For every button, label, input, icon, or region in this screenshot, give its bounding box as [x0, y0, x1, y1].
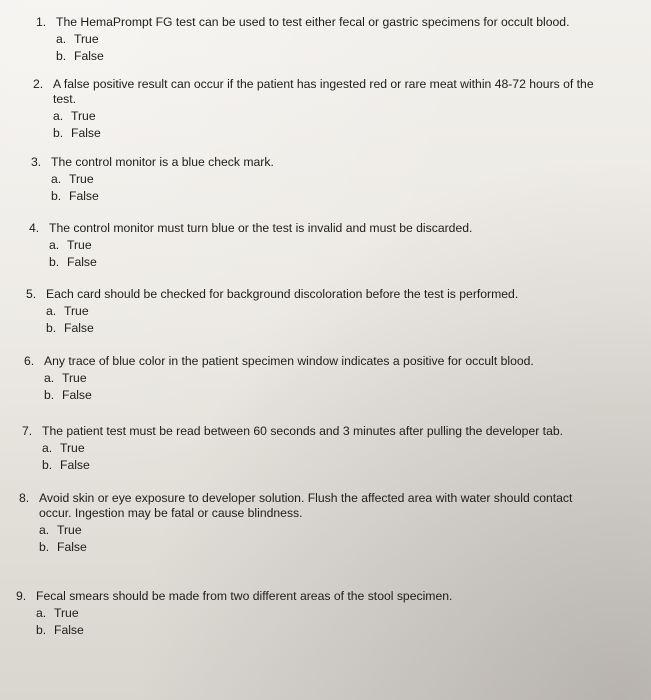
- option-letter: b.: [53, 125, 64, 140]
- question-4: [29, 221, 629, 270]
- question-text: Fecal smears should be made from two different areas of the stool specimen.: [36, 589, 453, 603]
- option-b: [22, 457, 622, 474]
- question-number: 8.: [19, 491, 30, 505]
- option-b: [19, 539, 619, 556]
- question-5: [26, 287, 626, 336]
- question-number: 1.: [36, 15, 47, 29]
- option-b: [29, 254, 629, 271]
- question-number: 9.: [16, 589, 27, 603]
- option-a: [36, 31, 636, 48]
- question-text: The control monitor must turn blue or the test is invalid and must be discarded.: [49, 221, 473, 235]
- option-a: [29, 237, 629, 254]
- option-a: [16, 605, 616, 622]
- question-number: 2.: [33, 77, 44, 91]
- answer-options: [22, 440, 622, 473]
- option-text: True: [71, 109, 96, 123]
- question-text: The HemaPrompt FG test can be used to test either fecal or gastric specimens for occult blood.: [56, 15, 570, 29]
- option-a: [26, 303, 626, 320]
- option-letter: b.: [42, 457, 53, 472]
- option-text: False: [71, 125, 101, 140]
- option-letter: a.: [42, 441, 53, 455]
- option-b: [26, 320, 626, 337]
- option-text: False: [69, 188, 99, 203]
- question-3: [31, 155, 631, 204]
- option-text: True: [67, 238, 92, 252]
- option-letter: a.: [46, 304, 57, 318]
- option-text: False: [67, 254, 97, 269]
- question-text: The control monitor is a blue check mark.: [51, 155, 274, 169]
- option-b: [24, 387, 624, 404]
- answer-options: [29, 237, 629, 270]
- option-a: [24, 370, 624, 387]
- answer-options: [36, 31, 636, 64]
- option-text: False: [62, 387, 92, 402]
- option-letter: a.: [39, 523, 50, 537]
- question-number: 7.: [22, 424, 33, 438]
- question-7: [22, 424, 622, 473]
- answer-options: [24, 370, 624, 403]
- answer-options: [33, 108, 633, 141]
- option-text: False: [57, 539, 87, 554]
- option-letter: b.: [44, 387, 55, 402]
- option-a: [31, 171, 631, 188]
- question-text-continued: occur. Ingestion may be fatal or cause blindness.: [39, 506, 303, 520]
- option-text: True: [60, 441, 85, 455]
- question-number: 4.: [29, 221, 40, 235]
- option-text: True: [74, 32, 99, 46]
- question-number: 5.: [26, 287, 37, 301]
- answer-options: [19, 522, 619, 555]
- option-b: [36, 48, 636, 65]
- option-letter: a.: [51, 172, 62, 186]
- option-text: True: [54, 606, 79, 620]
- option-letter: b.: [36, 622, 47, 637]
- option-letter: b.: [56, 48, 67, 63]
- question-text: Each card should be checked for background discoloration before the test is performed.: [46, 287, 519, 301]
- question-text: The patient test must be read between 60 seconds and 3 minutes after pulling the developer tab.: [42, 424, 564, 438]
- option-letter: b.: [39, 539, 50, 554]
- question-6: [24, 354, 624, 403]
- option-b: [33, 125, 633, 142]
- question-8: [19, 491, 619, 555]
- option-letter: b.: [51, 188, 62, 203]
- option-text: False: [64, 320, 94, 335]
- option-letter: b.: [49, 254, 60, 269]
- answer-options: [26, 303, 626, 336]
- option-text: False: [60, 457, 90, 472]
- option-b: [31, 188, 631, 205]
- option-text: True: [57, 523, 82, 537]
- option-letter: a.: [49, 238, 60, 252]
- question-number: 6.: [24, 354, 35, 368]
- option-text: True: [69, 172, 94, 186]
- question-2: [33, 77, 633, 141]
- option-text: False: [54, 622, 84, 637]
- question-text: Avoid skin or eye exposure to developer solution. Flush the affected area with water should contact: [39, 491, 573, 505]
- option-a: [33, 108, 633, 125]
- option-letter: a.: [56, 32, 67, 46]
- option-b: [16, 622, 616, 639]
- option-a: [19, 522, 619, 539]
- option-letter: a.: [44, 371, 55, 385]
- question-text: Any trace of blue color in the patient specimen window indicates a positive for occult blood.: [44, 354, 534, 368]
- question-text-continued: test.: [53, 92, 77, 106]
- question-1: [36, 15, 636, 64]
- option-letter: a.: [53, 109, 64, 123]
- option-a: [22, 440, 622, 457]
- question-text: A false positive result can occur if the patient has ingested red or rare meat within 48-72 hours of the: [53, 77, 594, 91]
- option-text: True: [64, 304, 89, 318]
- question-9: [16, 589, 616, 638]
- option-text: True: [62, 371, 87, 385]
- option-letter: a.: [36, 606, 47, 620]
- option-text: False: [74, 48, 104, 63]
- answer-options: [16, 605, 616, 638]
- option-letter: b.: [46, 320, 57, 335]
- question-number: 3.: [31, 155, 42, 169]
- answer-options: [31, 171, 631, 204]
